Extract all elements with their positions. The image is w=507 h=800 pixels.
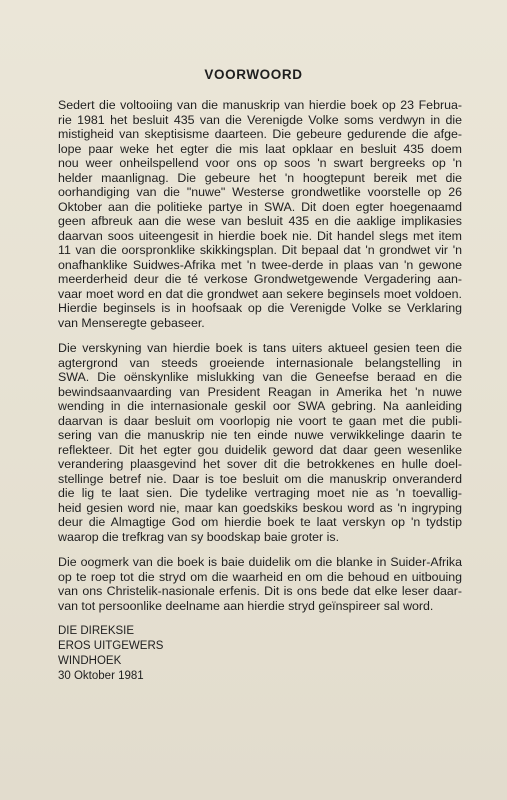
- paragraph-2: [58, 341, 462, 544]
- text-line: die lig te laat sien. Die tydelike vertraging moet nie as 'n toevallig-: [58, 486, 462, 500]
- text-line: sering van die manuskrip nie ten einde nuwe verwikkelinge daarin te: [58, 428, 462, 442]
- text-line: Die verskyning van hierdie boek is tans uiters aktueel gesien teen die: [58, 341, 462, 355]
- text-line: geen afbreuk aan die wese van besluit 435 en die aaklige implikasies: [58, 214, 462, 228]
- text-line: op te roep tot die stryd om die waarheid en om die behoud en uitbouing: [58, 569, 462, 584]
- text-line: helder maanlignag. Die gebeure het 'n hoogtepunt bereik met die: [58, 170, 462, 185]
- text-line: Oktober aan die politieke partye in SWA. Dit doen egter hoegenaamd: [58, 199, 462, 214]
- text-line: van tot persoonlike deelname aan hierdie stryd geïnspireer sal word.: [58, 598, 434, 613]
- text-line: vaar moet word en dat die grondwet aan sekere beginsels moet voldoen.: [58, 286, 462, 301]
- paragraph-1: [58, 98, 462, 330]
- paragraph-3: [58, 555, 462, 613]
- text-line: onafhanklike Suidwes-Afrika met 'n twee-derde in plaas van 'n gewone: [58, 257, 462, 272]
- signature-line: DIE DIREKSIE: [58, 625, 135, 637]
- signature-date: 30 Oktober 1981: [58, 670, 144, 682]
- text-line: meerderheid deur die té verkose Grondwetgewende Vergadering aan-: [58, 272, 462, 286]
- text-line: lope paar weke het egter die mis laat opklaar en besluit 435 doem: [58, 141, 462, 156]
- text-line: stellinge betref nie. Daar is toe besluit om die manuskrip onveranderd: [58, 471, 462, 486]
- text-line: mistigheid van skeptisisme daarteen. Die gebeure gedurende die afge-: [58, 127, 462, 141]
- text-line: van Menseregte gebaseer.: [58, 315, 205, 330]
- signature-line: WINDHOEK: [58, 655, 122, 667]
- text-line: bewindsaanvaarding van President Reagan in Amerika het 'n nuwe: [58, 384, 462, 399]
- text-line: nou weer onheilspellend voor ons op soos 'n swart bergreeks op 'n: [58, 156, 462, 170]
- text-line: heid gesien word nie, maar kan goedskiks beskou word as 'n ingryping: [58, 500, 462, 515]
- text-line: oorhandiging van die "nuwe" Westerse grondwetlike voorstelle op 26: [58, 185, 462, 199]
- text-line: Die oogmerk van die boek is baie duidelik om die blanke in Suider-Afrika: [58, 555, 462, 569]
- text-line: waarop die trefkrag van sy boodskap baie groter is.: [58, 529, 340, 544]
- page-title: VOORWOORD: [204, 67, 303, 82]
- text-line: daarvan is daar besluit om voorlopig nie voort te gaan met die publi-: [58, 413, 462, 428]
- signature-block: [58, 624, 462, 684]
- text-line: van ons Christelik-nasionale erfenis. Dit is ons bede dat elke leser daar-: [58, 584, 462, 598]
- text-line: reflekteer. Dit het egter gou duidelik geword dat daar geen wesenlike: [58, 442, 462, 457]
- text-line: Hierdie beginsels is in hoofsaak op die Verenigde Volke se Verklaring: [58, 301, 462, 315]
- text-line: agtergrond van steeds groeiende internasionale belangstelling in: [58, 355, 462, 370]
- text-line: verandering plaasgevind het sover dit die betrokkenes en hulle doel-: [58, 457, 462, 471]
- text-line: wending in die internasionale geskil oor SWA gebring. Na aanleiding: [58, 399, 462, 413]
- text-line: 11 van die oorspronklike skikkingsplan. Dit bepaal dat 'n grondwet vir 'n: [58, 243, 462, 257]
- foreword-body: [58, 98, 462, 684]
- text-line: deur die Almagtige God om hierdie boek te laat verskyn op 'n tydstip: [58, 515, 462, 529]
- text-line: Sedert die voltooiing van die manuskrip van hierdie boek op 23 Februa-: [58, 98, 462, 112]
- text-line: SWA. Die oënskynlike mislukking van die Geneefse beraad en die: [58, 370, 462, 384]
- text-line: daarvan soos uiteengesit in hierdie boek nie. Dit handel slegs met item: [58, 228, 462, 243]
- text-line: rie 1981 het besluit 435 van die Verenigde Volke soms verdwyn in die: [58, 112, 462, 127]
- signature-line: EROS UITGEWERS: [58, 640, 164, 652]
